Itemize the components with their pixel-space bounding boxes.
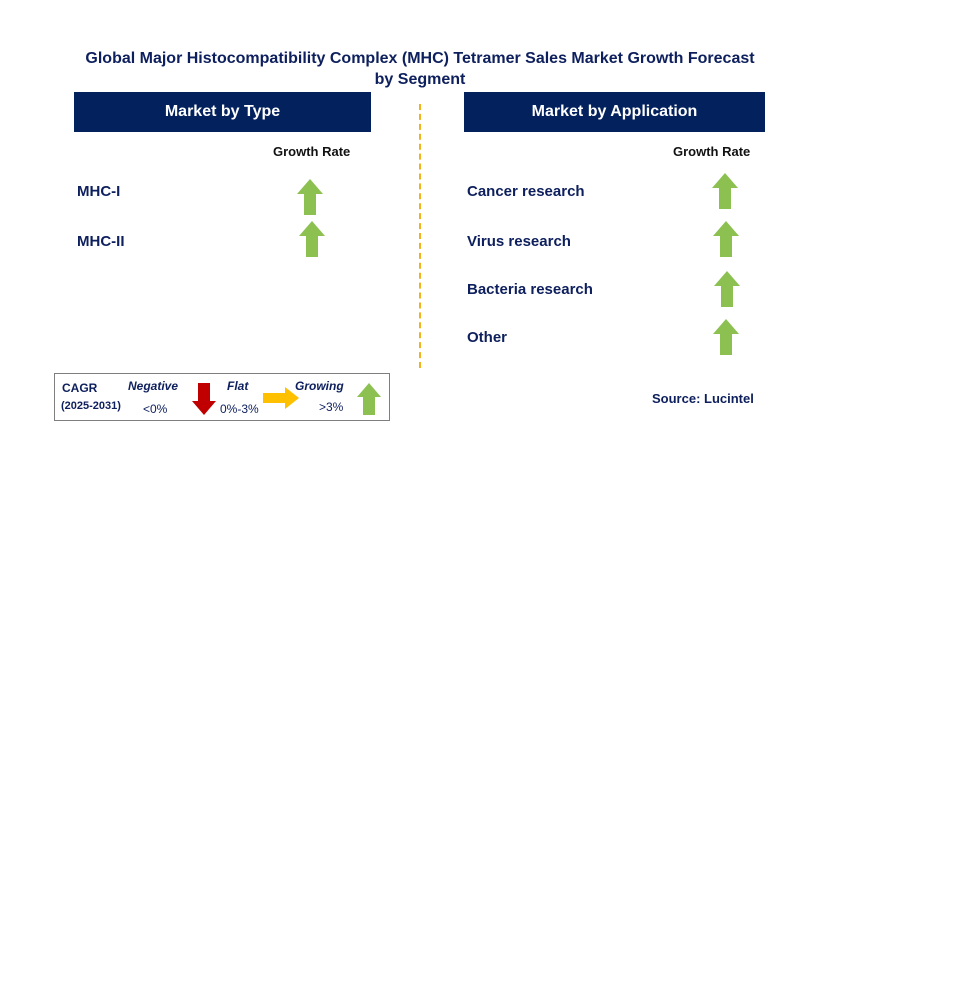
legend-growing-label: Growing bbox=[295, 379, 344, 393]
growing-legend-arrow-icon bbox=[357, 383, 381, 415]
application-row-label-bacteria-research: Bacteria research bbox=[467, 281, 593, 298]
growing-arrow-icon bbox=[299, 221, 325, 257]
type-row-label-mhc-i: MHC-I bbox=[77, 183, 121, 200]
market-by-type-header: Market by Type bbox=[74, 92, 371, 132]
negative-arrow-icon bbox=[192, 383, 216, 415]
legend-negative-label: Negative bbox=[128, 379, 179, 393]
application-growth-rate-label: Growth Rate bbox=[673, 144, 751, 159]
application-row-label-other: Other bbox=[467, 329, 508, 346]
legend-growing-range: >3% bbox=[319, 400, 344, 414]
growing-arrow-icon bbox=[297, 179, 323, 215]
legend-cagr-label: CAGR bbox=[62, 381, 98, 395]
legend-period-label: (2025-2031) bbox=[61, 400, 121, 412]
cagr-legend bbox=[54, 373, 390, 421]
growing-arrow-icon bbox=[714, 271, 740, 307]
growing-arrow-icon bbox=[713, 319, 739, 355]
type-row-label-mhc-ii: MHC-II bbox=[77, 233, 125, 250]
type-growth-rate-label: Growth Rate bbox=[273, 144, 351, 159]
flat-arrow-icon bbox=[263, 387, 299, 409]
chart-title: Global Major Histocompatibility Complex (MHC) Tetramer Sales Market Growth Forecast by Segment bbox=[85, 50, 755, 88]
growing-arrow-icon bbox=[712, 173, 738, 209]
panel-divider bbox=[419, 104, 421, 368]
market-by-application-header: Market by Application bbox=[464, 92, 765, 132]
legend-flat-range: 0%-3% bbox=[220, 402, 259, 416]
application-row-label-virus-research: Virus research bbox=[467, 233, 571, 250]
legend-flat-label: Flat bbox=[227, 379, 249, 393]
legend-negative-range: <0% bbox=[143, 402, 168, 416]
application-row-label-cancer-research: Cancer research bbox=[467, 183, 585, 200]
growing-arrow-icon bbox=[713, 221, 739, 257]
source-label: Source: Lucintel bbox=[652, 391, 754, 406]
